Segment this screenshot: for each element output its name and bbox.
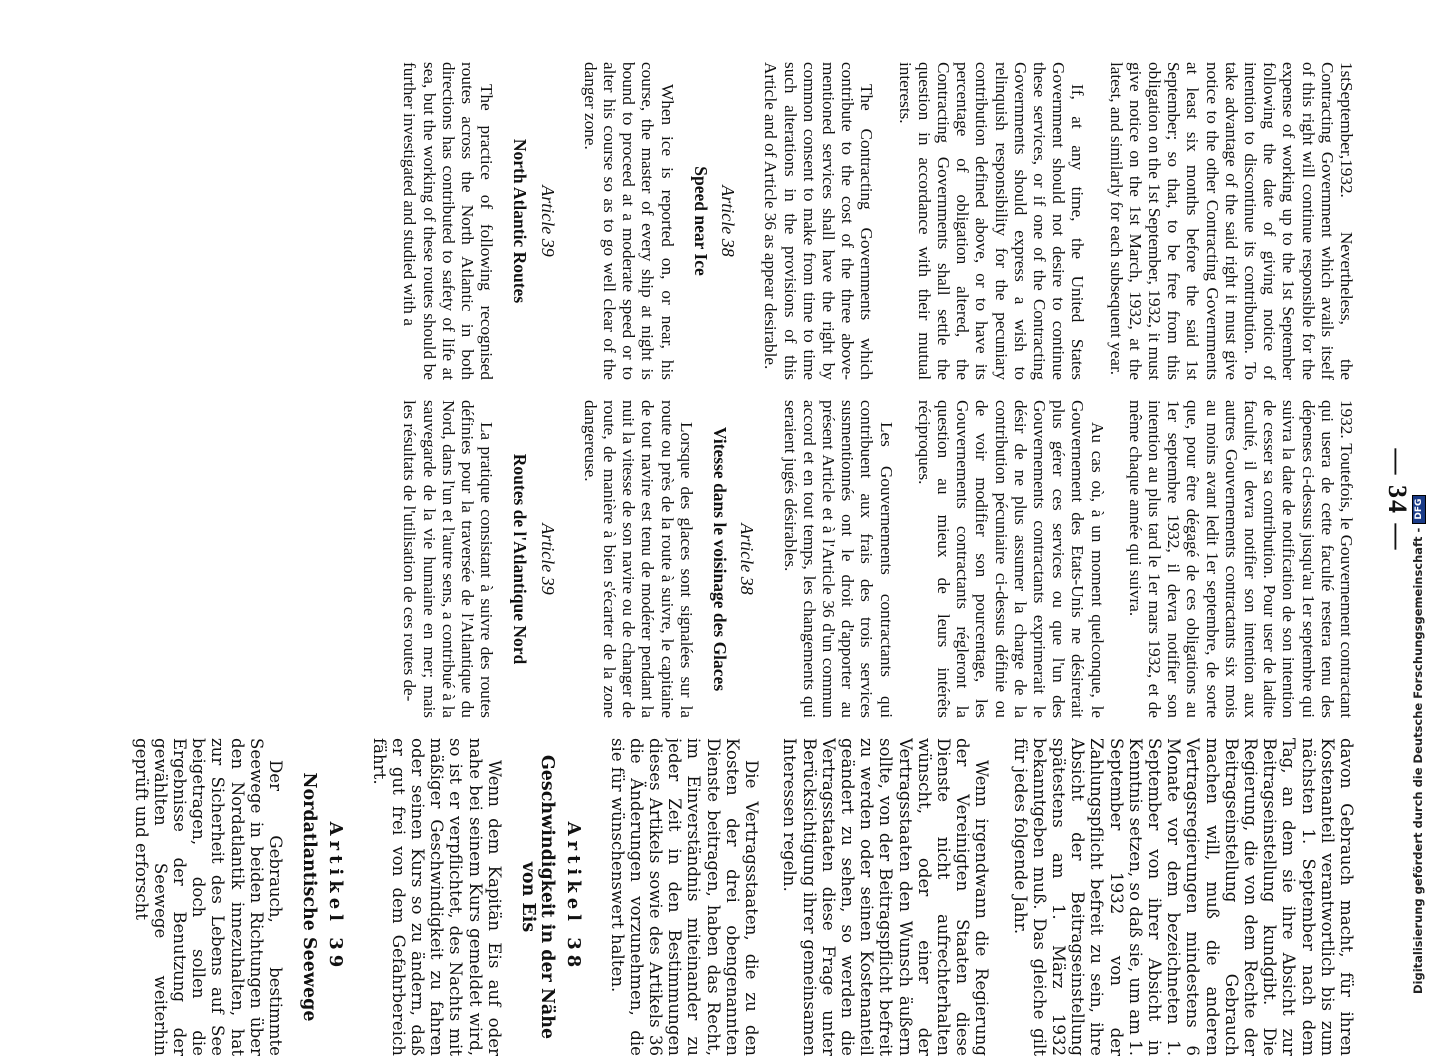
- german-article-39-number: Artikel 39: [325, 821, 347, 973]
- german-article-39-title: Nordatlantische Seewege: [299, 772, 320, 1022]
- english-paragraph-1: 1stSeptember,1932. Nevertheless, the Contracting Government which avails itself of this right will continue responsible for the expense of working up to the 1st September following the date of giving notice of intention to discontinue its contribution. To take advantage of the said right it must give notice to the other Contracting Governments at least six months before the said 1st September; so that, to be free from this obligation on the 1st September, 1932, it must give notice on the 1st March, 1932, at the latest, and similarly for each subsequent year.: [1106, 62, 1356, 380]
- german-paragraph-1: davon Gebrauch macht, für ihren Kostenanteil verantwortlich bis zum nächsten 1. September nach dem Tag, an dem sie ihre Absicht zur Beitragseinstellung kundgibt. Die Regierung, die von dem Rechte der Beitragseinstellung Gebrauch machen will, muß die anderen Vertragsregierungen mindestens 6 Monate vor dem bezeichneten 1. September von ihrer Absicht in Kenntnis setzen, so daß sie, um am 1. September 1932 von der Zahlungspflicht befreit zu sein, ihre Absicht der Beitragseinstellung spätestens am 1. März 1932 bekanntgeben muß. Das gleiche gilt für jedes folgende Jahr.: [1010, 738, 1356, 1056]
- digitization-footer: [1405, 0, 1431, 1000]
- french-column: [66, 400, 1356, 718]
- english-article-39-number: Article 39: [537, 185, 558, 257]
- german-article-38-number: Artikel 38: [563, 821, 585, 973]
- english-article-38-number: Article 38: [718, 185, 739, 257]
- dfg-logo-icon: DFG: [1412, 495, 1426, 524]
- french-paragraph-3: Les Gouvernements contractants qui contribuent aux frais des trois services susmentionnés ont le droit d'apporter au présent Article et à l'Article 36 d'un commun accord et en tout temps, les changements qui seraient jugés désirables.: [780, 400, 896, 718]
- english-paragraph-4: When ice is reported on, or near, his course, the master of every ship at night is bound to proceed at a moderate speed or to alter his course so as to go well clear of the danger zone.: [580, 62, 677, 380]
- german-column: [66, 738, 1356, 1056]
- footer-text: [1405, 14, 1431, 994]
- french-article-38-number: Article 38: [737, 523, 758, 595]
- english-paragraph-3: The Contracting Governments which contribute to the cost of the three above-mentioned services shall have the right by common consent to make from time to time such alterations in the provisions of this Article and of Article 36 as appear desirable.: [761, 62, 877, 380]
- french-paragraph-2: Au cas où, à un moment quelconque, le Gouvernement des Etats-Unis ne désirerait plus gérer ces services ou que l'un des Gouvernements contractants exprimerait le désir de ne plus assumer la charge de la contribution pécuniaire ci-dessus définie ou de voir modifier son pourcentage, les Gouvernements contractants régleront la question au mieux de leurs intérêts réciproques.: [914, 400, 1107, 718]
- german-paragraph-4: Wenn dem Kapitän Eis auf oder nahe bei seinem Kurs gemeldet wird, so ist er verpflichtet, des Nachts mit mäßiger Geschwindigkeit zu fahren oder seinen Kurs so zu ändern, daß er gut frei von dem Gefahrbereich fährt.: [369, 738, 504, 1056]
- footer-caption: Digitalisierung gefördert durch die Deutsche Forschungsgemeinschaft -: [1411, 527, 1425, 994]
- french-article-39-title: Routes de l'Atlantique Nord: [510, 453, 531, 665]
- french-article-38-title: Vitesse dans le voisinage des Glaces: [710, 426, 731, 692]
- french-paragraph-5: La pratique consistant à suivre des routes définies pour la traversée de l'Atlantique du Nord, dans l'un et l'autre sens, a contribué à la sauvegarde de la vie humaine en mer; mais les résultats de l'utilisation de ces routes de-: [400, 400, 497, 718]
- english-paragraph-2: If, at any time, the United States Government should not desire to continue these services, or if one of the Contracting Governments should express a wish to relinquish responsibility for the pecuniary contribution defined above, or to have its percentage of obligation altered, the Contracting Governments shall settle the question in accordance with their mutual interests.: [895, 62, 1088, 380]
- german-article-38-title: Geschwindigkeit in der Nähe von Eis: [518, 754, 558, 1040]
- french-paragraph-1: 1932. Toutefois, le Gouvernement contractant qui usera de cette faculté restera tenu des dépenses ci-dessus jusqu'au 1er septembre qui suivra la date de notification de son intention de cesser sa contribution. Pour user de ladite faculté, il devra notifier son intention aux autres Gouvernements contractants six mois au moins avant ledit 1er septembre, de sorte que, pour être dégagé de ces obligations au 1er septembre 1932, il devra notifier son intention au plus tard le 1er mars 1932, et de même chaque année qui suivra.: [1125, 400, 1356, 718]
- english-paragraph-5: The practice of following recognised routes across the North Atlantic in both directions has contributed to safety of life at sea, but the working of these routes should be further investigated and studied with a: [400, 62, 497, 380]
- german-paragraph-2: Wenn irgendwann die Regierung der Vereinigten Staaten diese Dienste nicht aufrechterhalten wünscht, oder einer der Vertragsstaaten den Wunsch äußern sollte, von der Beitragspflicht befreit zu werden oder seinen Kostenanteil geändert zu sehen, so werden die Vertragsstaaten diese Frage unter Berücksichtigung ihrer gemeinsamen Interessen regeln.: [780, 738, 992, 1056]
- english-article-39-title: North Atlantic Routes: [510, 138, 531, 304]
- german-paragraph-5: Der Gebrauch, bestimmte Seewege in beiden Richtungen über den Nordatlantik innezuhalten, hat zur Sicherheit des Lebens auf See beigetragen, doch sollen die Ergebnisse der Benutzung der gewählten Seewege weiterhin geprüft und erforscht: [131, 738, 286, 1056]
- english-article-38-title: Speed near Ice: [690, 166, 711, 276]
- german-paragraph-3: Die Vertragsstaaten, die zu den Kosten der drei obengenannten Dienste beitragen, haben das Recht, im Einverständnis miteinander zu jeder Zeit in den Bestimmungen dieses Artikels sowie des Artikels 36 die Änderungen vorzunehmen, die sie für wünschenswert halten.: [607, 738, 762, 1056]
- french-article-39-number: Article 39: [537, 523, 558, 595]
- page-number: — 34 —: [1383, 448, 1412, 552]
- english-column: [66, 62, 1356, 380]
- french-paragraph-4: Lorsque des glaces sont signalées sur la route ou près de la route à suivre, le capitaine de tout navire est tenu de modérer pendant la nuit la vitesse de son navire ou de changer de route, de manière à bien s'écarter de la zone dangereuse.: [580, 400, 696, 718]
